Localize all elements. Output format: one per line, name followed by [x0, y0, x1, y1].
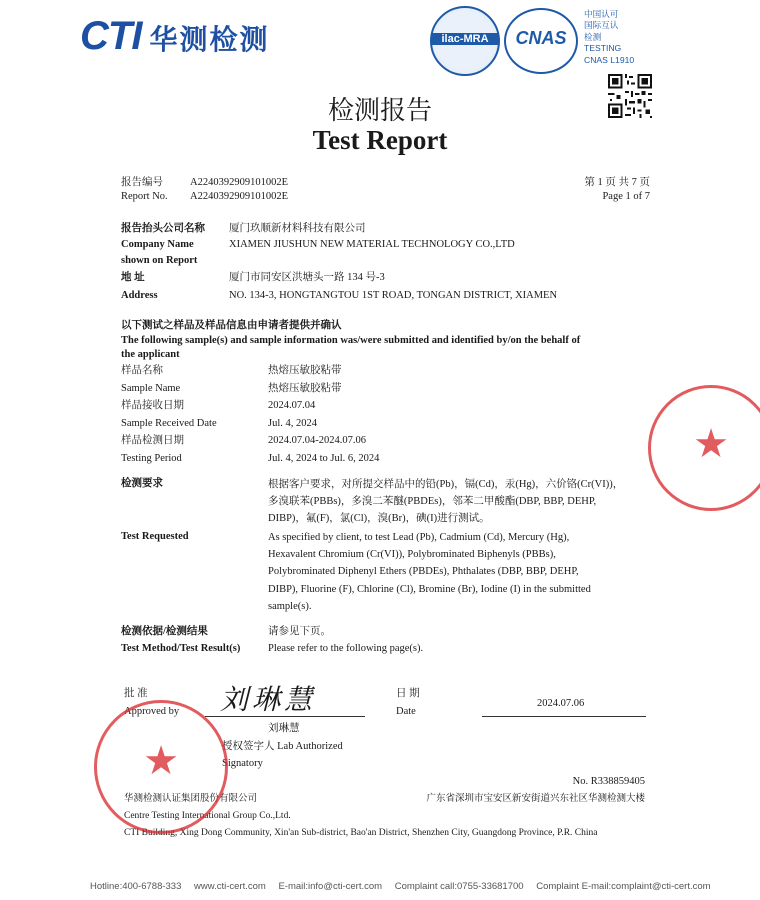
page-indicator-cn: 第 1 页 共 7 页 [584, 177, 650, 188]
test-method-en: Please refer to the following page(s). [268, 643, 424, 654]
signatory-en: Signatory [222, 758, 263, 769]
footer [90, 881, 721, 892]
sample-row-label: 样品接收日期 [121, 400, 184, 411]
date-value: 2024.07.06 [537, 698, 585, 709]
logo-mark: CTI [80, 14, 142, 58]
report-no-cn-label: 报告编号 [121, 177, 163, 188]
cnas-label: CNAS [515, 28, 567, 48]
signature: 刘琳慧 [220, 683, 317, 716]
footer-complaint-email[interactable]: Complaint E-mail:complaint@cti-cert.com [536, 881, 711, 892]
company-name-en: XIAMEN JIUSHUN NEW MATERIAL TECHNOLOGY CO.,LTD [229, 239, 515, 250]
title-cn: 检测报告 [327, 96, 432, 126]
signature-line [205, 716, 365, 717]
footer-email[interactable]: E-mail:info@cti-cert.com [278, 881, 383, 892]
sample-row-value: 热熔压敏胶粘带 [268, 383, 342, 394]
approved-by-en-label: Approved by [124, 706, 180, 717]
address-cn: 厦门市同安区洪塘头一路 134 号-3 [229, 272, 385, 283]
cti-logo [80, 14, 269, 59]
report-no-en-label: Report No. [121, 191, 168, 202]
sample-row-label: Sample Received Date [121, 418, 217, 429]
page-indicator-en: Page 1 of 7 [602, 191, 650, 202]
sample-intro-en-2: the applicant [121, 349, 180, 360]
date-cn-label: 日 期 [396, 688, 420, 699]
report-no-cn-value: A2240392909101002E [190, 177, 288, 188]
signatory-cn: 授权签字人 Lab Authorized [222, 741, 343, 752]
report-no-en-value: A2240392909101002E [190, 191, 288, 202]
date-en-label: Date [396, 706, 416, 717]
sample-row-value: 2024.07.04-2024.07.06 [268, 435, 366, 446]
signer-name: 刘琳慧 [268, 723, 300, 734]
sample-row-label: 样品名称 [121, 365, 163, 376]
sample-intro-cn: 以下测试之样品及样品信息由申请者提供并确认 [121, 320, 342, 331]
cti-seal-stamp [648, 385, 760, 511]
sample-row-value: 2024.07.04 [268, 400, 316, 411]
sample-row-label: 样品检测日期 [121, 435, 184, 446]
sample-row-value: 热熔压敏胶粘带 [268, 365, 342, 376]
sample-row-value: Jul. 4, 2024 to Jul. 6, 2024 [268, 453, 380, 464]
cti-seal-stamp [94, 700, 228, 834]
test-requested-cn-label: 检测要求 [121, 478, 163, 489]
sample-row-label: Sample Name [121, 383, 181, 394]
sample-row-value: Jul. 4, 2024 [268, 418, 318, 429]
logo-cn: 华测检测 [149, 23, 270, 56]
issuer-name-cn: 华测检测认证集团股份有限公司 [124, 794, 258, 804]
company-name-cn-label: 报告抬头公司名称 [121, 223, 205, 234]
footer-complaint-call: Complaint call:0755-33681700 [394, 881, 524, 892]
issuer-address-cn: 广东省深圳市宝安区新安街道兴东社区华测检测大楼 [426, 794, 645, 804]
issuer-name-en: Centre Testing International Group Co.,Ltd. [124, 811, 291, 821]
test-requested-cn: 根据客户要求，对所提交样品中的铅(Pb)，镉(Cd)，汞(Hg)，六价铬(Cr(VI))， 多溴联苯(PBBs)，多溴二苯醚(PBDEs)，邻苯二甲酸酯(DBP, BBP, DEHP, DIBP)，氟(F)，氯(Cl)，溴(Br)，碘(I)进行测试。 [268, 479, 624, 524]
cnas-logo [504, 8, 578, 74]
company-name-cn: 厦门玖顺新材料科技有限公司 [229, 223, 366, 234]
cnas-accreditation-text: 中国认可 国际互认 检测 TESTING CNAS L1910 [584, 9, 635, 65]
star-icon: ★ [143, 738, 179, 783]
star-icon: ★ [693, 421, 729, 466]
issuer-address-en: CTI Building, Xing Dong Community, Xin'an Sub-district, Bao'an District, Shenzhen City, Guangdong Province, P.R. China [124, 828, 598, 838]
test-method-en-label: Test Method/Test Result(s) [121, 643, 241, 654]
test-requested-en-label: Test Requested [121, 531, 189, 542]
date-line [482, 716, 646, 717]
footer-hotline: Hotline:400-6788-333 [90, 881, 182, 892]
address-cn-label: 地 址 [121, 272, 145, 283]
test-method-cn: 请参见下页。 [268, 626, 331, 637]
ilac-label: ilac-MRA [432, 33, 498, 45]
test-requested-en: As specified by client, to test Lead (Pb), Cadmium (Cd), Mercury (Hg), Hexavalent Chromium (Cr(VI)), Polybrominated Biphenyls (PBBs), Polybrominated Diphenyl Ethers (PBDEs), Phthalates (DBP, BBP, DEHP, DIBP), Fluorine (F), Chlorine (Cl), Bromine (Br), Iodine (I) in the submitted sample(s). [268, 532, 591, 612]
sample-row-label: Testing Period [121, 453, 182, 464]
test-method-cn-label: 检测依据/检测结果 [121, 626, 208, 637]
address-en-label: Address [121, 290, 158, 301]
company-name-en-label: Company Name [121, 239, 194, 250]
address-en: NO. 134-3, HONGTANGTOU 1ST ROAD, TONGAN DISTRICT, XIAMEN [229, 290, 558, 301]
serial-number: No. R338859405 [572, 776, 645, 787]
approved-by-cn-label: 批 准 [124, 688, 148, 699]
ilac-mra-logo [430, 6, 500, 76]
footer-website[interactable]: www.cti-cert.com [194, 881, 266, 892]
company-name-en-label-2: shown on Report [121, 255, 198, 266]
title-en: Test Report [312, 125, 448, 155]
sample-intro-en-1: The following sample(s) and sample information was/were submitted and identified by/on the behalf of [121, 335, 581, 346]
